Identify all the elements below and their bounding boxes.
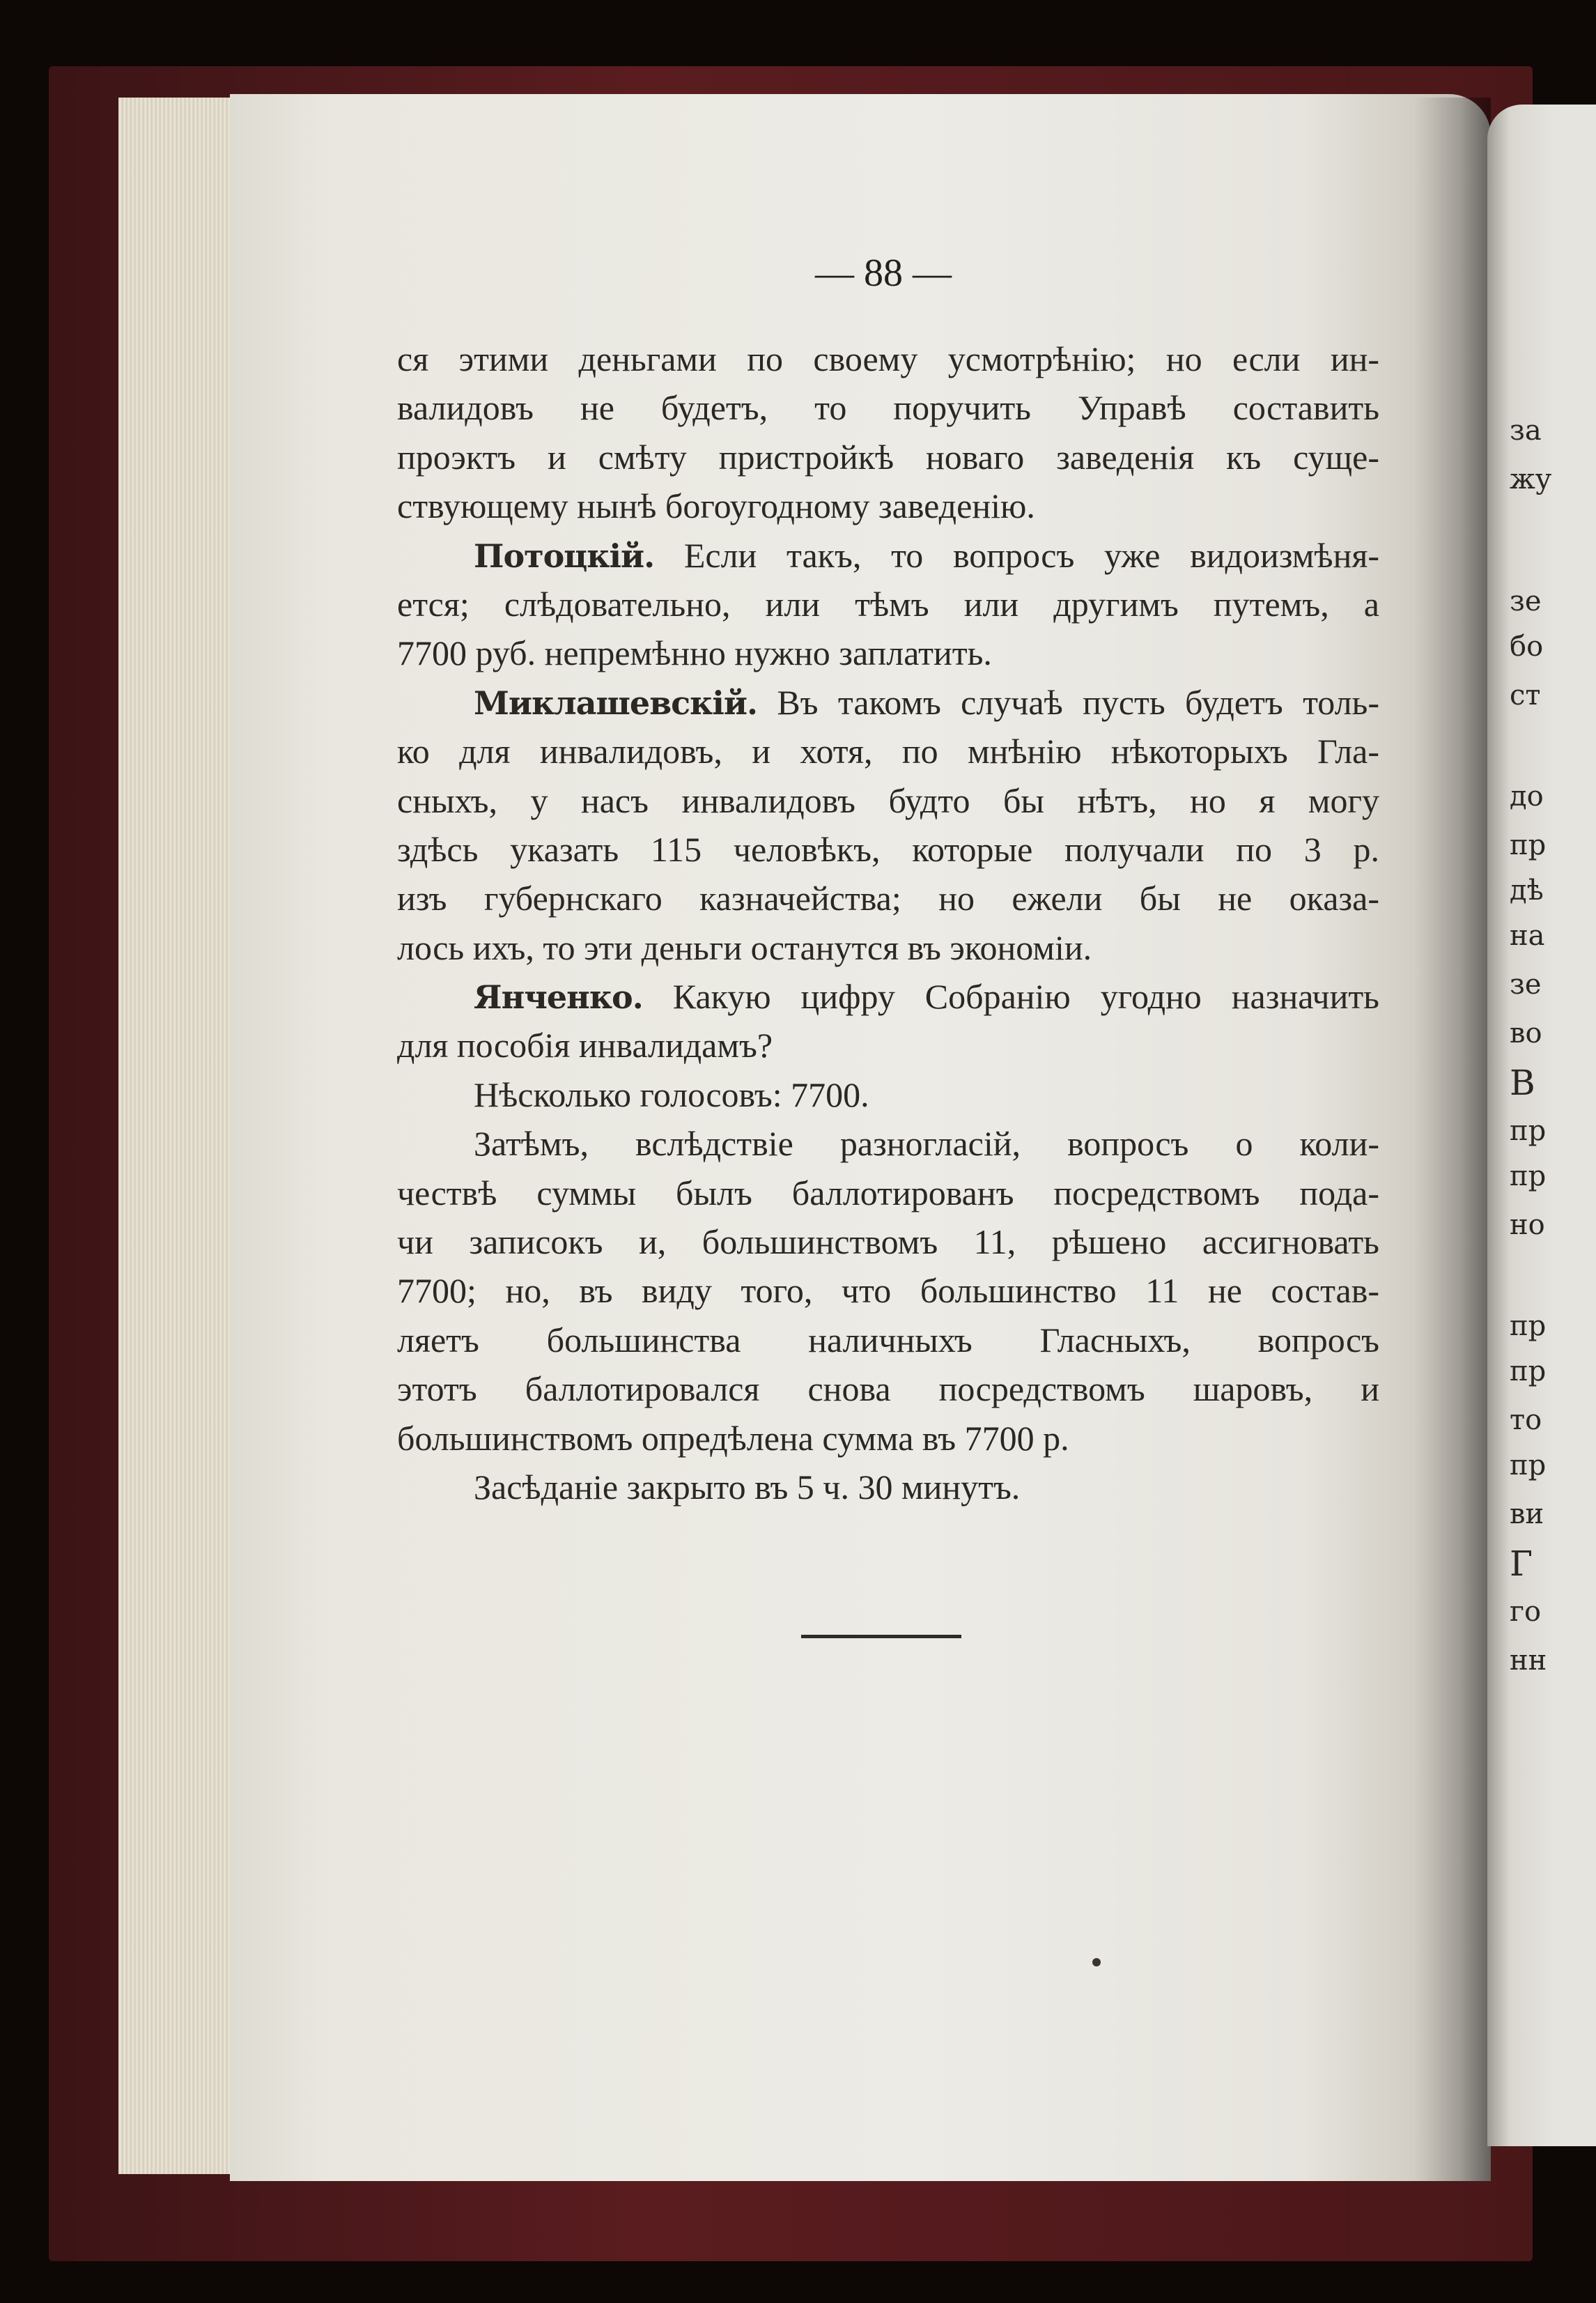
- line-text: сныхъ, у насъ инвалидовъ будто бы нѣтъ, но я могу: [397, 780, 1379, 820]
- line-text: для пособія инвалидамъ?: [397, 1026, 773, 1065]
- speaker-name: Янченко.: [474, 978, 643, 1017]
- text-line: [397, 1463, 1379, 1511]
- next-page-fragment: за: [1510, 415, 1542, 447]
- next-page-fragment: во: [1510, 1017, 1542, 1049]
- text-line: [397, 383, 1379, 432]
- line-text: 7700 руб. непремѣнно нужно заплатить.: [397, 633, 992, 673]
- line-text: этотъ баллотировался снова посредствомъ шаровъ, и: [397, 1369, 1379, 1409]
- text-line: [397, 334, 1379, 383]
- line-text: большинствомъ опредѣлена сумма въ 7700 р.: [397, 1418, 1069, 1458]
- text-line: [397, 923, 1379, 972]
- text-line: [397, 1414, 1379, 1463]
- next-page-fragment: но: [1510, 1209, 1545, 1241]
- section-end-rule: [801, 1635, 961, 1638]
- book-gutter-shadow: [1414, 98, 1491, 2181]
- line-text: чи записокъ и, большинствомъ 11, рѣшено ассигновать: [397, 1222, 1379, 1262]
- line-text: ется; слѣдовательно, или тѣмъ или другимъ путемъ, а: [397, 584, 1379, 624]
- line-text: валидовъ не будетъ, то поручить Управѣ составить: [397, 388, 1379, 428]
- next-page-fragment: бо: [1510, 631, 1544, 663]
- next-page-fragment: В: [1510, 1063, 1535, 1103]
- text-line: [397, 1217, 1379, 1266]
- text-line: [397, 678, 1379, 727]
- next-page-fragment: зе: [1510, 969, 1542, 1001]
- line-text: изъ губернскаго казначейства; но ежели бы не оказа-: [397, 879, 1379, 918]
- right-page-edge: [1487, 105, 1596, 2146]
- text-line: [397, 433, 1379, 482]
- text-line: [397, 1169, 1379, 1217]
- next-page-fragment: пр: [1510, 1449, 1547, 1481]
- speaker-name: Потоцкій.: [474, 537, 655, 575]
- text-line: [397, 825, 1379, 874]
- text-line: [397, 580, 1379, 629]
- next-page-fragment: пр: [1510, 1115, 1547, 1147]
- line-text: Засѣданіе закрыто въ 5 ч. 30 минутъ.: [474, 1467, 1021, 1507]
- line-text: ствующему нынѣ богоугодному заведенію.: [397, 486, 1035, 526]
- text-line: [397, 727, 1379, 776]
- next-page-fragment: жу: [1510, 463, 1552, 495]
- text-line: [397, 629, 1379, 677]
- line-text: проэктъ и смѣту пристройкѣ новаго заведенія къ суще-: [397, 437, 1379, 477]
- next-page-fragment: пр: [1510, 829, 1547, 861]
- text-line: [397, 531, 1379, 580]
- line-text: Если такъ, то вопросъ уже видоизмѣня-: [654, 535, 1379, 575]
- text-line: [397, 482, 1379, 530]
- next-page-fragment: зе: [1510, 585, 1542, 617]
- text-line: [397, 1021, 1379, 1070]
- line-text: Нѣсколько голосовъ: 7700.: [474, 1075, 869, 1114]
- line-text: чествѣ суммы былъ баллотированъ посредствомъ пода-: [397, 1173, 1379, 1212]
- line-text: Въ такомъ случаѣ пусть будетъ толь-: [757, 682, 1379, 722]
- text-line: [397, 972, 1379, 1021]
- text-line: [397, 776, 1379, 825]
- next-page-fragment: пр: [1510, 1160, 1547, 1192]
- line-text: ко для инвалидовъ, и хотя, по мнѣнію нѣкоторыхъ Гла-: [397, 732, 1379, 771]
- text-line: [397, 874, 1379, 923]
- line-text: Затѣмъ, вслѣдствіе разногласій, вопросъ о коли-: [474, 1124, 1379, 1164]
- line-text: лось ихъ, то эти деньги останутся въ экономіи.: [397, 927, 1092, 967]
- next-page-fragment: ви: [1510, 1498, 1544, 1530]
- next-page-fragment: на: [1510, 920, 1545, 952]
- text-line: [397, 1070, 1379, 1119]
- ink-speck: [1092, 1958, 1101, 1966]
- text-line: [397, 1316, 1379, 1364]
- next-page-fragment: пр: [1510, 1310, 1547, 1342]
- text-line: [397, 1266, 1379, 1315]
- next-page-fragment: го: [1510, 1596, 1542, 1628]
- next-page-fragment: нн: [1510, 1645, 1547, 1677]
- line-text: 7700; но, въ виду того, что большинство 11 не состав-: [397, 1271, 1379, 1311]
- text-line: [397, 1119, 1379, 1168]
- next-page-fragment: до: [1510, 780, 1544, 812]
- next-page-fragment: дѣ: [1510, 875, 1544, 907]
- next-page-fragment: Г: [1510, 1543, 1533, 1584]
- line-text: ляетъ большинства наличныхъ Гласныхъ, вопросъ: [397, 1320, 1379, 1360]
- speaker-name: Миклашевскій.: [474, 684, 757, 722]
- page-number: — 88 —: [815, 252, 952, 295]
- line-text: ся этими деньгами по своему усмотрѣнію; но если ин-: [397, 339, 1379, 378]
- next-page-fragment: пр: [1510, 1355, 1547, 1387]
- line-text: здѣсь указать 115 человѣкъ, которые получали по 3 р.: [397, 829, 1379, 869]
- text-line: [397, 1364, 1379, 1413]
- page-body: [397, 334, 1379, 1511]
- next-page-fragment: ст: [1510, 679, 1541, 711]
- next-page-fragment: то: [1510, 1404, 1542, 1436]
- line-text: Какую цифру Собранію угодно назначить: [642, 977, 1379, 1017]
